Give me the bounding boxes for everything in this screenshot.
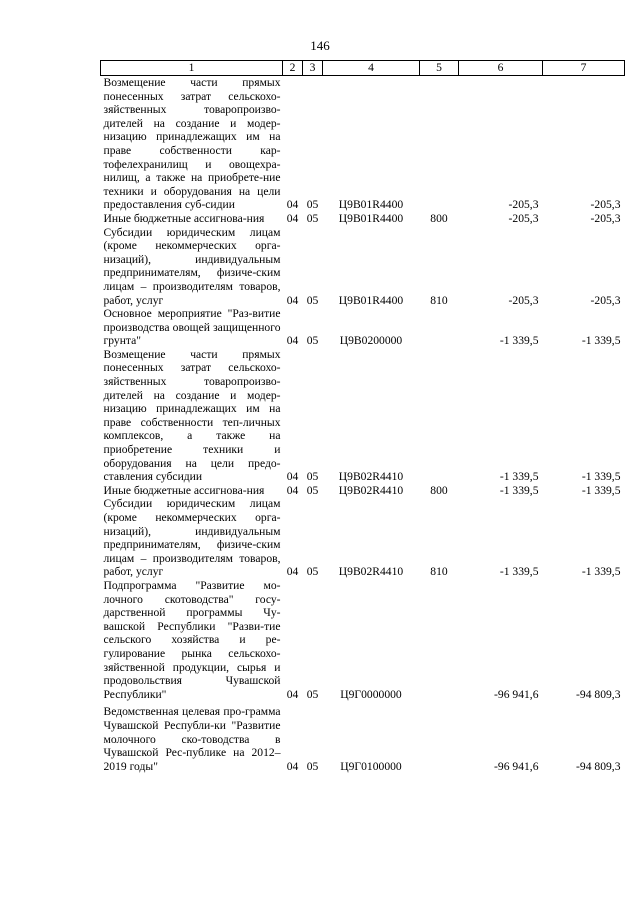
header-cell: 1 xyxy=(101,61,283,76)
header-cell: 7 xyxy=(543,61,625,76)
table-row xyxy=(101,484,625,498)
page-number: 146 xyxy=(310,38,330,53)
subsection-code: 05 xyxy=(306,687,319,701)
section-code: 04 xyxy=(286,293,299,307)
amount-col-7: -1 339,5 xyxy=(581,470,621,484)
amount-col-7: -1 339,5 xyxy=(581,334,621,348)
section-code: 04 xyxy=(286,334,299,348)
expense-type-code xyxy=(420,307,459,348)
budget-table xyxy=(100,60,625,773)
expense-type-code: 800 xyxy=(430,211,448,225)
item-name: Ведомственная целевая про-грамма Чувашской Республи-ки "Развитие молочного ско-товодства в Чувашской Рес-публике на 2012–2019 годы" xyxy=(103,705,281,773)
expense-type-code xyxy=(420,348,459,484)
target-article-code: Ц9В02R4410 xyxy=(338,483,404,497)
table-row xyxy=(101,579,625,701)
section-code: 04 xyxy=(286,759,299,773)
table-row xyxy=(101,76,625,212)
table-row xyxy=(101,307,625,348)
amount-col-6: -205,3 xyxy=(508,198,539,212)
section-code: 04 xyxy=(286,211,299,225)
amount-col-6: -205,3 xyxy=(508,211,539,225)
item-name: Подпрограмма "Развитие мо-лочного скотоводства" госу-дарственной программы Чу-вашской Республики "Разви-тие сельского хозяйства и ре-гулирование рынка сельскохо-зяйственной продукции, сырья и продовольствия Чувашской Республики" xyxy=(103,578,281,701)
target-article-code: Ц9Г0000000 xyxy=(340,687,402,701)
section-code: 04 xyxy=(286,483,299,497)
expense-type-code xyxy=(420,76,459,212)
amount-col-7: -94 809,3 xyxy=(576,687,621,701)
item-name: Субсидии юридическим лицам (кроме некоммерческих орга-низаций), индивидуальным предпринимателям, физиче-ским лицам – производителям товаров, работ, услуг xyxy=(103,225,281,307)
subsection-code: 05 xyxy=(306,759,319,773)
expense-type-code: 810 xyxy=(430,565,448,579)
section-code: 04 xyxy=(286,470,299,484)
amount-col-6: -205,3 xyxy=(508,293,539,307)
target-article-code: Ц9В02R4410 xyxy=(338,565,404,579)
header-cell: 5 xyxy=(420,61,459,76)
target-article-code: Ц9В0200000 xyxy=(339,334,403,348)
expense-type-code: 810 xyxy=(430,293,448,307)
item-name: Основное мероприятие "Раз-витие производства овощей защищенного грунта" xyxy=(103,307,281,348)
amount-col-7: -1 339,5 xyxy=(581,565,621,579)
subsection-code: 05 xyxy=(306,334,319,348)
table-row xyxy=(101,497,625,579)
subsection-code: 05 xyxy=(306,211,319,225)
target-article-code: Ц9В01R4400 xyxy=(338,198,404,212)
table-row xyxy=(101,348,625,484)
subsection-code: 05 xyxy=(306,565,319,579)
table-header-row xyxy=(101,61,625,76)
item-name: Возмещение части прямых понесенных затрат сельскохо-зяйственных товаропроизво-дителей на создание и модер-низацию принадлежащих им на праве собственности теп-личных комплексов, а также на приобретение техники и оборудования на цели предо-ставления субсидии xyxy=(103,347,281,484)
subsection-code: 05 xyxy=(306,293,319,307)
header-cell: 4 xyxy=(323,61,420,76)
expense-type-code xyxy=(420,701,459,773)
amount-col-7: -94 809,3 xyxy=(576,759,621,773)
item-name: Иные бюджетные ассигнова-ния xyxy=(103,211,265,225)
table-row xyxy=(101,226,625,308)
amount-col-6: -1 339,5 xyxy=(499,483,539,497)
subsection-code: 05 xyxy=(306,198,319,212)
amount-col-7: -205,3 xyxy=(590,293,621,307)
item-name: Возмещение части прямых понесенных затрат сельскохо-зяйственных товаропроизво-дителей на создание и модер-низацию принадлежащих им на праве собственности кар-тофелехранилищ и овощехра-нилищ, а также на приобрете-ние техники и оборудования на цели предоставления суб-сидии xyxy=(103,76,281,212)
header-cell: 2 xyxy=(283,61,303,76)
expense-type-code: 800 xyxy=(430,483,448,497)
table-row xyxy=(101,701,625,773)
subsection-code: 05 xyxy=(306,483,319,497)
amount-col-6: -96 941,6 xyxy=(494,759,539,773)
section-code: 04 xyxy=(286,687,299,701)
target-article-code: Ц9В01R4400 xyxy=(338,211,404,225)
header-cell: 6 xyxy=(459,61,543,76)
section-code: 04 xyxy=(286,198,299,212)
section-code: 04 xyxy=(286,565,299,579)
amount-col-7: -205,3 xyxy=(590,211,621,225)
amount-col-7: -1 339,5 xyxy=(581,483,621,497)
header-cell: 3 xyxy=(303,61,323,76)
expense-type-code xyxy=(420,579,459,701)
subsection-code: 05 xyxy=(306,470,319,484)
target-article-code: Ц9В01R4400 xyxy=(338,293,404,307)
amount-col-6: -96 941,6 xyxy=(494,687,539,701)
table-row xyxy=(101,212,625,226)
item-name: Иные бюджетные ассигнова-ния xyxy=(103,483,265,497)
amount-col-6: -1 339,5 xyxy=(499,565,539,579)
target-article-code: Ц9Г0100000 xyxy=(340,759,402,773)
amount-col-6: -1 339,5 xyxy=(499,470,539,484)
amount-col-7: -205,3 xyxy=(590,198,621,212)
amount-col-6: -1 339,5 xyxy=(499,334,539,348)
item-name: Субсидии юридическим лицам (кроме некоммерческих орга-низаций), индивидуальным предпринимателям, физиче-ским лицам – производителям товаров, работ, услуг xyxy=(103,497,281,579)
target-article-code: Ц9В02R4410 xyxy=(338,470,404,484)
